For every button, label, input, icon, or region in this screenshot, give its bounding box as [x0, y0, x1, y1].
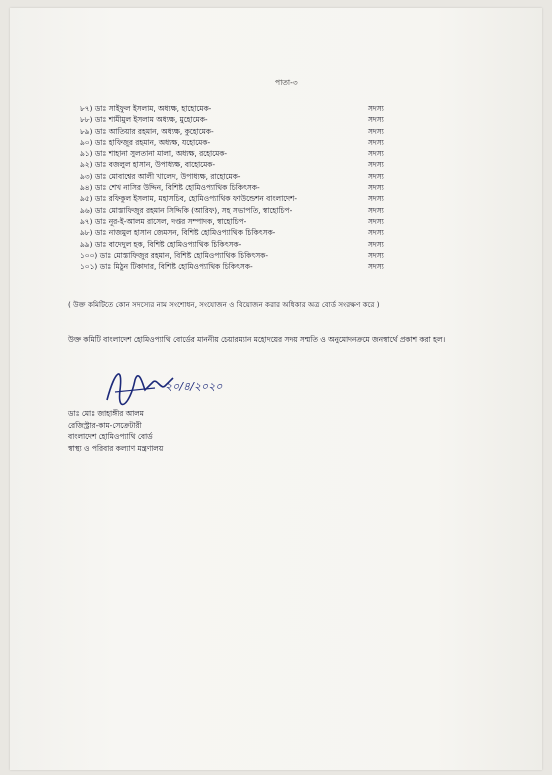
- member-row: [80, 171, 400, 182]
- member-list: [80, 103, 400, 272]
- signatory-name: ডাঃ মোঃ জাহাঙ্গীর আলম: [68, 409, 144, 418]
- member-row: [80, 126, 400, 137]
- member-role: সদস্য: [368, 262, 384, 272]
- rights-note: ( উক্ত কমিটিতে কোন সদস্যের নাম সংশোধন, সংযোজন ও বিয়োজন করার অধিকার অত্র বোর্ড সংরক্ষণ করে ): [68, 300, 380, 309]
- member-role: সদস্য: [368, 250, 384, 260]
- member-row: [80, 148, 400, 159]
- member-role: সদস্য: [368, 160, 384, 170]
- member-name: ৯৪) ডাঃ শেখ নাসির উদ্দিন, বিশিষ্ট হোমিওপ্যাথিক চিকিৎসক-: [80, 183, 260, 193]
- member-row: [80, 103, 400, 114]
- member-row: [80, 182, 400, 193]
- member-role: সদস্য: [368, 194, 384, 204]
- member-row: [80, 227, 400, 238]
- member-name: ১০১) ডাঃ মিঠুন টিকাদার, বিশিষ্ট হোমিওপ্যাথিক চিকিৎসক-: [80, 262, 253, 272]
- page-number: পাতা-৩: [275, 78, 298, 87]
- signature-date: ২০/৪/২০২০: [165, 380, 223, 393]
- signature-image: [95, 360, 225, 410]
- member-row: [80, 137, 400, 148]
- signatory-ministry: স্বাস্থ্য ও পরিবার কল্যাণ মন্ত্রণালয়: [68, 443, 164, 453]
- member-name: ৯৮) ডাঃ নাজমুল হাসান জেমসন, বিশিষ্ট হোমিওপ্যাথিক চিকিৎসক-: [80, 228, 276, 238]
- member-name: ৯৩) ডাঃ মোবাশ্বের আলী খালেদ, উপাধ্যক্ষ, রাহোমেক-: [80, 171, 241, 181]
- member-name: ৯৯) ডাঃ বাদেদুল হক, বিশিষ্ট হোমিওপ্যাথিক চিকিৎসক-: [80, 239, 242, 249]
- member-name: ৯৬) ডাঃ মোস্তাফিজুর রহমান সিদ্দিকি (আরিফ), সহ সভাপতি, স্বাহোচিপ-: [80, 205, 293, 215]
- member-role: সদস্য: [368, 216, 384, 226]
- member-row: [80, 193, 400, 204]
- member-name: ৮৯) ডাঃ আতিয়ার রহমান, অধ্যক্ষ, কুহোমেক-: [80, 126, 214, 136]
- member-name: ৮৮) ডাঃ শামীমুল ইসলাম অধ্যক্ষ, মুহোমেক-: [80, 115, 208, 125]
- member-name: ৮৭) ডাঃ সাইফুল ইসলাম, অধ্যক্ষ, হাহোমেক-: [80, 104, 212, 113]
- member-role: সদস্য: [368, 126, 384, 136]
- member-row: [80, 205, 400, 216]
- member-name: ৯৫) ডাঃ রফিকুল ইসলাম, মহাসচিব, হোমিওপ্যাথিক ফাউন্ডেশন বাংলাদেশ-: [80, 194, 298, 204]
- member-row: [80, 239, 400, 250]
- signatory-title: রেজিস্ট্রার-কাম-সেক্রেটারী: [68, 420, 142, 430]
- member-name: ৯২) ডাঃ বজলুল হাসান, উপাধ্যক্ষ, বাহোমেক-: [80, 160, 216, 170]
- member-row: [80, 114, 400, 125]
- member-row: [80, 159, 400, 170]
- member-row: [80, 216, 400, 227]
- member-row: [80, 250, 400, 261]
- member-role: সদস্য: [368, 149, 384, 159]
- member-role: সদস্য: [368, 228, 384, 238]
- member-role: সদস্য: [368, 137, 384, 147]
- member-row: [80, 261, 400, 272]
- publish-statement: উক্ত কমিটি বাংলাদেশ হোমিওপ্যাথি বোর্ডের মাননীয় চেয়ারম্যান মহোদয়ের সদয় সম্মতি ও অনুমোদনক্রমে জনস্বার্থে প্রকাশ করা হল।: [68, 335, 446, 344]
- member-role: সদস্য: [368, 115, 384, 125]
- member-role: সদস্য: [368, 171, 384, 181]
- member-role: সদস্য: [368, 104, 384, 113]
- member-role: সদস্য: [368, 183, 384, 193]
- document-page: [10, 8, 542, 770]
- member-name: ৯১) ডাঃ শাহানা সুলতানা মালা, অধ্যক্ষ, রহোমেক-: [80, 149, 228, 159]
- member-name: ৯০) ডাঃ হাফিজুর রহমান, অধ্যক্ষ, যহোমেক-: [80, 137, 211, 147]
- member-role: সদস্য: [368, 239, 384, 249]
- signatory-block: [68, 408, 163, 454]
- member-name: ৯৭) ডাঃ নূর-ই-আলম রাসেল, দপ্তর সম্পাদক, স্বাহোচিপ-: [80, 216, 247, 226]
- member-role: সদস্য: [368, 205, 384, 215]
- member-name: ১০০) ডাঃ মোস্তাফিজুর রহমান, বিশিষ্ট হোমিওপ্যাথিক চিকিৎসক-: [80, 250, 269, 260]
- signatory-office: বাংলাদেশ হোমিওপ্যাথি বোর্ড: [68, 432, 153, 441]
